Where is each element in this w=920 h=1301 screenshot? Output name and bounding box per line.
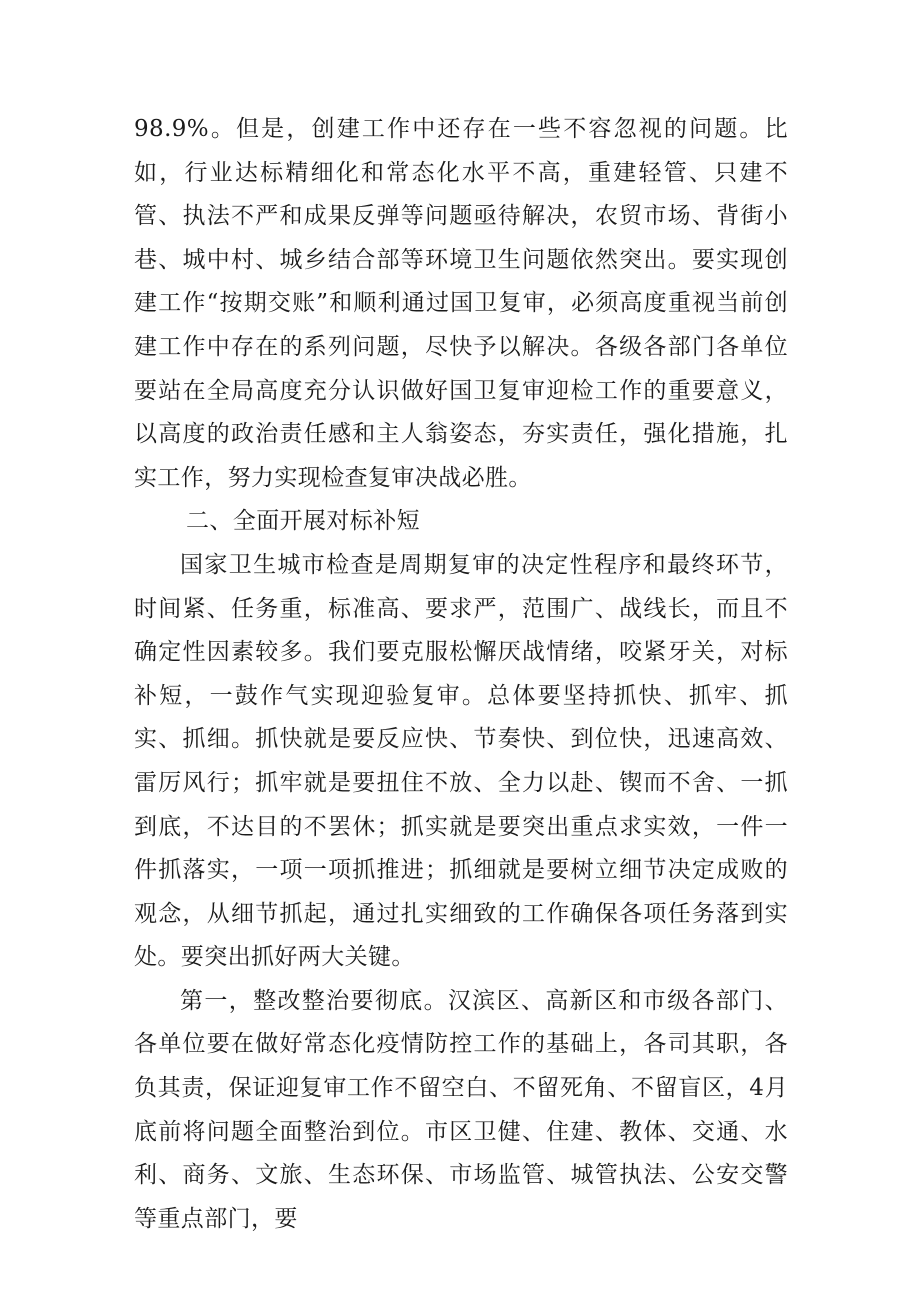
paragraph-body: 国家卫生城市检查是周期复审的决定性程序和最终环节，时间紧、任务重，标准高、要求严，范围广、战线长，而且不确定性因素较多。我们要克服松懈厌战情绪，咬紧牙关，对标补短，一鼓作气实现迎验复审。总体要坚持抓快、抓牢、抓实、抓细。抓快就是要反应快、节奏快、到位快，迅速高效、雷厉风行；抓牢就是要扭住不放、全力以赴、锲而不舍、一抓到底，不达目的不罢休；抓实就是要突出重点求实效，一件一件抓落实，一项一项抓推进；抓细就是要树立细节决定成败的观念，从细节抓起，通过扎实细致的工作确保各项任务落到实处。要突出抓好两大关键。 <box>134 551 788 971</box>
paragraph-continuation: 98.9%。但是，创建工作中还存在一些不容忽视的问题。比如，行业达标精细化和常态化水平不高，重建轻管、只建不管、执法不严和成果反弹等问题亟待解决，农贸市场、背街小巷、城中村、城乡结合部等环境卫生问题依然突出。要实现创建工作“按期交账”和顺利通过国卫复审，必须高度重视当前创建工作中存在的系列问题，尽快予以解决。各级各部门各单位要站在全局高度充分认识做好国卫复审迎检工作的重要意义，以高度的政治责任感和主人翁姿态，夯实责任，强化措施，扎实工作，努力实现检查复审决战必胜。 <box>134 116 788 491</box>
document-body <box>134 108 788 1241</box>
section-heading: 二、全面开展对标补短 <box>186 508 420 535</box>
paragraph-body: 第一，整改整治要彻底。汉滨区、高新区和市级各部门、各单位要在做好常态化疫情防控工作的基础上，各司其职，各负其责，保证迎复审工作不留空白、不留死角、不留盲区，4月底前将问题全面整治到位。市区卫健、住建、教体、交通、水利、商务、文旅、生态环保、市场监管、城管执法、公安交警等重点部门，要 <box>134 987 788 1232</box>
